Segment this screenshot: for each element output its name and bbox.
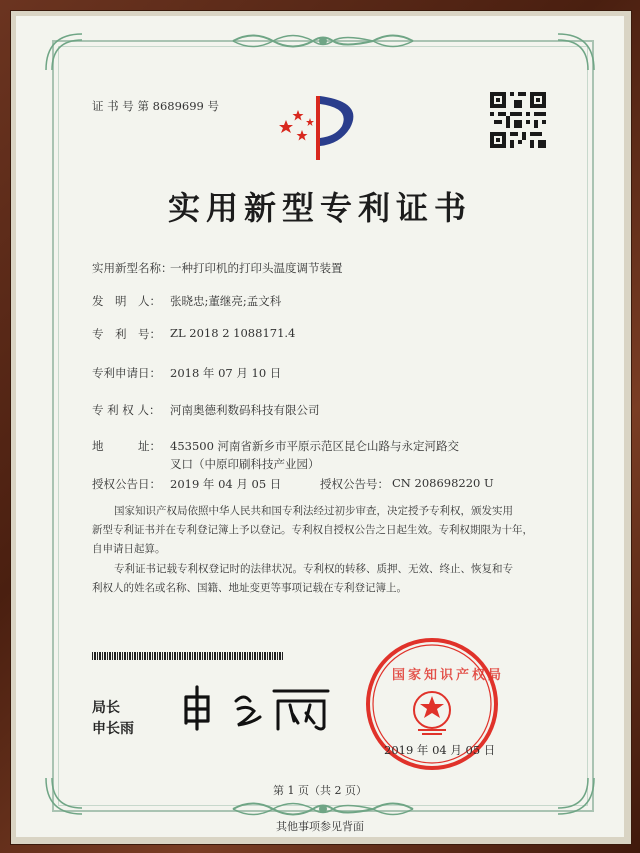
barcode bbox=[92, 652, 284, 660]
paragraph1-line2: 新型专利证书并在专利登记簿上予以登记。专利权自授权公告之日起生效。专利权期限为十年， bbox=[92, 524, 533, 536]
field-value-patent-no: ZL 2018 2 1088171.4 bbox=[170, 326, 296, 340]
bureau-role: 局长 bbox=[92, 700, 120, 716]
field-label-filing-date: 专利申请日： bbox=[92, 366, 161, 380]
certificate-number: 证 书 号 第 8689699 号 bbox=[92, 99, 219, 113]
field-label-grant-date: 授权公告日： bbox=[92, 477, 161, 491]
cnipa-logo bbox=[272, 92, 368, 164]
field-label-patentee: 专 利 权 人： bbox=[92, 403, 161, 417]
paragraph1-line3: 自申请日起算。 bbox=[92, 543, 166, 555]
field-label-inventor: 发 明 人： bbox=[92, 294, 161, 308]
footer-note: 其他事项参见背面 bbox=[276, 820, 364, 833]
director-signature bbox=[178, 683, 338, 733]
field-label-name: 实用新型名称： bbox=[92, 261, 173, 275]
field-label-address: 地 址： bbox=[92, 439, 161, 453]
field-value-address-line2: 叉口（中原印刷科技产业园） bbox=[170, 457, 320, 471]
seal-text: 国家知识产权局 bbox=[392, 668, 505, 683]
corner-ornament-top-left bbox=[44, 32, 84, 72]
field-value-inventor: 张晓忠;董继亮;孟文科 bbox=[170, 294, 282, 308]
field-value-address-line1: 453500 河南省新乡市平原示范区昆仑山路与永定河路交 bbox=[170, 439, 460, 453]
bottom-ornament bbox=[228, 798, 418, 818]
qr-code bbox=[490, 92, 546, 148]
field-value-grant-date: 2019 年 04 月 05 日 bbox=[170, 477, 282, 491]
top-ornament bbox=[228, 30, 418, 50]
field-label-grant-no: 授权公告号： bbox=[320, 477, 389, 491]
field-value-patentee: 河南奥德利数码科技有限公司 bbox=[170, 403, 320, 417]
page-number: 第 1 页（共 2 页） bbox=[273, 784, 367, 797]
field-value-name: 一种打印机的打印头温度调节装置 bbox=[170, 261, 343, 275]
field-value-filing-date: 2018 年 07 月 10 日 bbox=[170, 366, 282, 380]
field-label-patent-no: 专 利 号： bbox=[92, 327, 161, 341]
certificate-title: 实用新型专利证书 bbox=[167, 189, 472, 227]
paragraph1-line1: 国家知识产权局依照中华人民共和国专利法经过初步审查，决定授予专利权，颁发实用 bbox=[114, 505, 513, 517]
field-value-grant-no: CN 208698220 U bbox=[392, 476, 494, 490]
bureau-name: 申长雨 bbox=[92, 721, 134, 737]
paragraph2-line2: 利权人的姓名或名称、国籍、地址变更等事项记载在专利登记簿上。 bbox=[92, 582, 407, 594]
corner-ornament-top-right bbox=[556, 32, 596, 72]
paragraph2-line1: 专利证书记载专利权登记时的法律状况。专利权的转移、质押、无效、终止、恢复和专 bbox=[114, 563, 513, 575]
seal-date: 2019 年 04 月 05 日 bbox=[384, 743, 496, 757]
